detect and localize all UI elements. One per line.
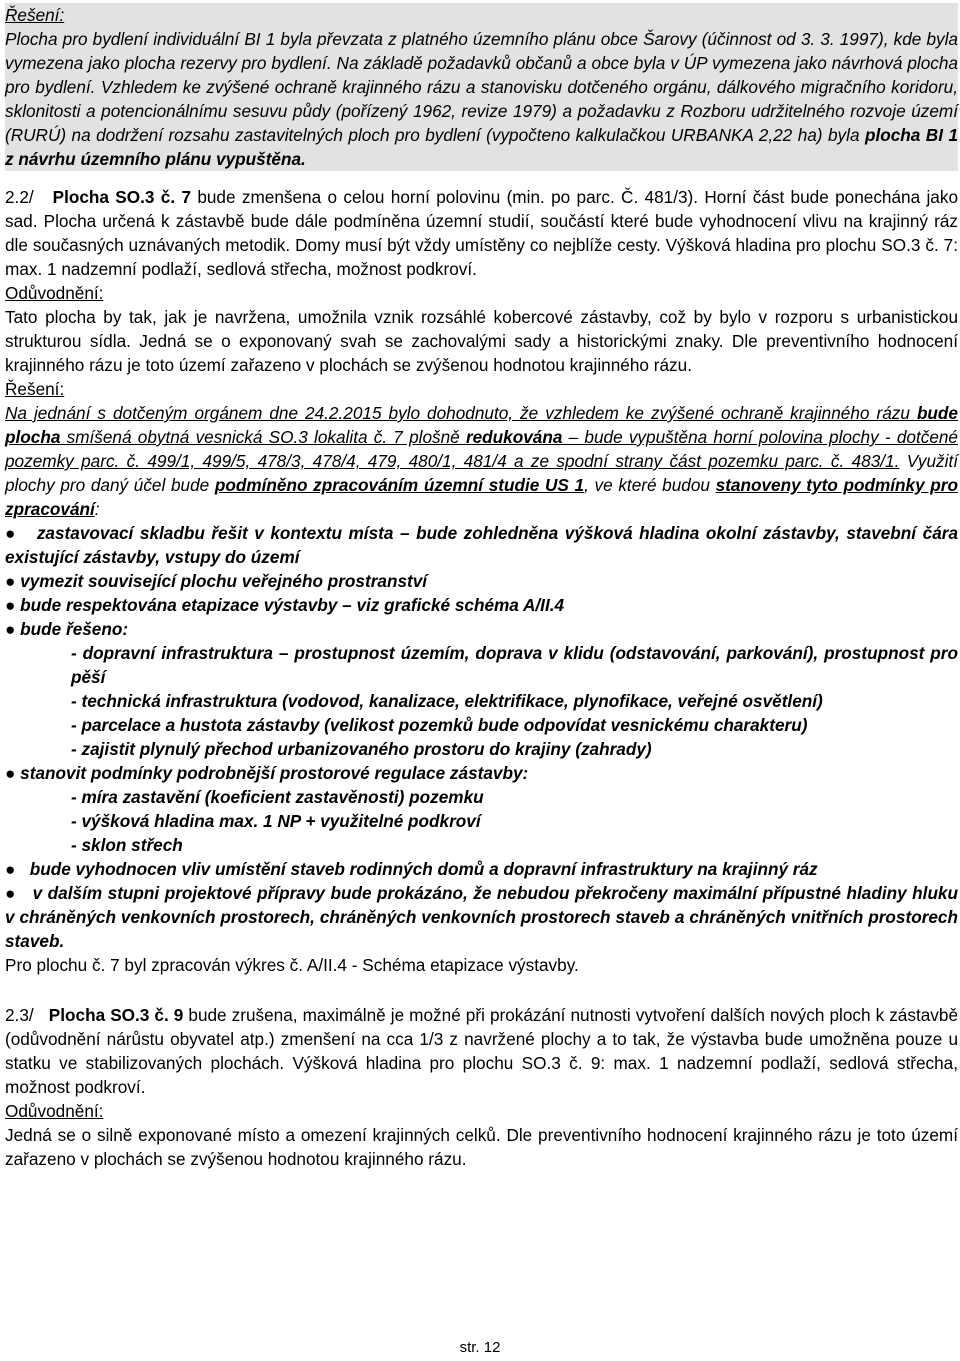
section-2-2-paragraph — [5, 185, 958, 281]
resolution-2-part-h: , ve které budou — [584, 475, 716, 495]
bullet-dot: ● — [5, 619, 16, 639]
section-2-3-paragraph — [5, 1003, 958, 1099]
bullet-text-4: bude řešeno: — [20, 619, 129, 639]
bullet-item — [5, 761, 958, 785]
resolution-2-part-b: bude plocha — [5, 403, 958, 447]
resolution-heading-2: Řešení: — [5, 379, 65, 399]
resolution-heading: Řešení: — [5, 5, 65, 25]
section-title: Plocha SO.3 č. — [52, 187, 176, 207]
section-title-number: 9 — [173, 1005, 184, 1025]
bullet-item — [5, 881, 958, 953]
resolution-2-part-c: smíšená obytná vesnická SO.3 lokalita č. 7 plošně — [60, 427, 466, 447]
resolution-2-part-a: Na jednání s dotčeným orgánem dne 24.2.2015 bylo dohodnuto, že vzhledem ke zvýšené ochraně krajinného rázu — [5, 403, 917, 423]
justification-text: Tato plocha by tak, jak je navržena, umožnila vznik rozsáhlé kobercové zástavby, což by bylo v rozporu s urbanistickou strukturou sídla. Jedná se o exponovaný svah se zachovalými sady a historickými znaky. Dle preventivního hodnocení krajinného rázu je toto území zařazeno v plochách se zvýšenou hodnotou krajinného rázu. — [5, 307, 958, 375]
bullet-item — [5, 617, 958, 641]
schema-note: Pro plochu č. 7 byl zpracován výkres č. A/II.4 - Schéma etapizace výstavby. — [5, 955, 579, 975]
justification-text: Jedná se o silně exponované místo a omezení krajinných celků. Dle preventivního hodnocení krajinného rázu je toto území zařazeno v plochách se zvýšenou hodnotou krajinného rázu. — [5, 1125, 958, 1169]
justification-heading: Odůvodnění: — [5, 283, 104, 303]
sub-item: - parcelace a hustota zástavby (velikost pozemků bude odpovídat vesnickému charakteru) — [71, 715, 808, 735]
document-page — [5, 3, 958, 1171]
resolution-2-part-d: redukována — [465, 427, 563, 447]
bullet-item — [5, 593, 958, 617]
section-number: 2.3/ — [5, 1005, 34, 1025]
sub-item: - dopravní infrastruktura – prostupnost územím, doprava v klidu (odstavování, parkování), prostupnost pro pěší — [71, 643, 958, 687]
sub-item: - výšková hladina max. 1 NP + využitelné podkroví — [71, 811, 481, 831]
resolution-conclusion: plocha BI 1 z návrhu územního plánu vypuštěna. — [5, 125, 958, 169]
bullet-text-1: zastavovací skladbu řešit v kontextu místa – bude zohledněna výšková hladina okolní zástavby, stavební čára existující zástavby, vstupy do území — [5, 523, 959, 567]
bullet-text-3: bude respektována etapizace výstavby – viz grafické schéma A/II.4 — [20, 595, 565, 615]
bullet-dot: ● — [5, 859, 16, 879]
spacer — [5, 977, 958, 1003]
sub-item: - technická infrastruktura (vodovod, kanalizace, elektrifikace, plynofikace, veřejné osvětlení) — [71, 691, 823, 711]
spacer — [5, 171, 958, 185]
bullet-text-7: v dalším stupni projektové přípravy bude prokázáno, že nebudou překročeny maximální přípustné hladiny hluku v chráněných venkovních prostorech, chráněných venkovních prostorech staveb a chráněných vnitřních prostorech staveb. — [5, 883, 958, 951]
justification-heading: Odůvodnění: — [5, 1101, 104, 1121]
resolution-2-part-i: stanoveny tyto podmínky pro zpracování — [5, 475, 958, 519]
bullet-item — [5, 569, 958, 593]
resolution-sentence-2: Vzhledem ke zvýšené ochraně krajinného rázu a stanovisku dotčeného orgánu, dálkového migračního koridoru, sklonitosti a potencionálnímu sesuvu půdy (pořízený 1962, revize 1979) a požadavku z Rozboru udržitelného rozvoje území (RURÚ) na dodržení rozsahu zastavitelných ploch pro bydlení (vypočteno kalkulačkou URBANKA 2,22 ha) byla — [5, 77, 958, 145]
resolution-2-paragraph — [5, 401, 958, 521]
bullet-item — [5, 857, 958, 881]
resolution-2-part-g: podmíněno zpracováním územní studie US 1 — [214, 475, 585, 495]
section-title-number: 7 — [181, 187, 191, 207]
section-number: 2.2/ — [5, 187, 34, 207]
resolution-block-bi1 — [5, 3, 958, 171]
bullet-dot: ● — [5, 571, 16, 591]
sub-item: - míra zastavění (koeficient zastavěnosti) pozemku — [71, 787, 484, 807]
resolution-2-part-f: Využití plochy pro daný účel bude — [5, 451, 959, 495]
bullet-dot: ● — [5, 883, 17, 903]
resolution-2-part-e: – bude vypuštěna horní polovina plochy - dotčené pozemky parc. č. 499/1, 499/5, 478/3, 478/4, 479, 480/1, 481/4 a ze spodní strany část pozemku parc. č. 483/1. — [5, 427, 958, 471]
section-title: Plocha SO.3 č. — [48, 1005, 169, 1025]
bullet-dot: ● — [5, 763, 16, 783]
sub-item: - sklon střech — [71, 835, 183, 855]
bullet-dot: ● — [5, 523, 18, 543]
resolution-2-part-j: : — [94, 499, 100, 519]
resolution-paragraph — [5, 27, 958, 171]
bullet-dot: ● — [5, 595, 16, 615]
section-text: bude zmenšena o celou horní polovinu (min. po parc. Č. 481/3). Horní část bude ponechána jako sad. Plocha určená k zástavbě bude dále podmíněna územní studií, součástí které bude vyhodnocení vlivu na krajinný ráz dle současných uznávaných metodik. Domy musí být vždy umístěny co nejblíže cesty. Výšková hladina pro plochu SO.3 č. 7: max. 1 nadzemní podlaží, sedlová střecha, možnost podkroví. — [5, 187, 959, 279]
bullet-text-5: stanovit podmínky podrobnější prostorové regulace zástavby: — [20, 763, 529, 783]
resolution-sentence-1: Plocha pro bydlení individuální BI 1 byla převzata z platného územního plánu obce Šarovy (účinnost od 3. 3. 1997), kde byla vymezena jako plocha rezervy pro bydlení. Na základě požadavků občanů a obce byla v ÚP vymezena jako návrhová plocha pro bydlení. — [5, 29, 958, 97]
bullet-text-2: vymezit související plochu veřejného prostranství — [20, 571, 428, 591]
sub-item: - zajistit plynulý přechod urbanizovaného prostoru do krajiny (zahrady) — [71, 739, 652, 759]
bullet-item — [5, 521, 958, 569]
section-text: bude zrušena, maximálně je možné při prokázání nutnosti vytvoření dalších nových ploch k zástavbě (odůvodnění nárůstu obyvatel atp.) zmenšení na cca 1/3 z navržené plochy a to tak, že výstavba bude umožněna pouze u statku ve stabilizovaných plochách. Výšková hladina pro plochu SO.3 č. 9: max. 1 nadzemní podlaží, sedlová střecha, možnost podkroví. — [5, 1005, 959, 1097]
page-number: str. 12 — [459, 1339, 501, 1356]
bullet-text-6: bude vyhodnocen vliv umístění staveb rodinných domů a dopravní infrastruktury na krajinný ráz — [29, 859, 818, 879]
